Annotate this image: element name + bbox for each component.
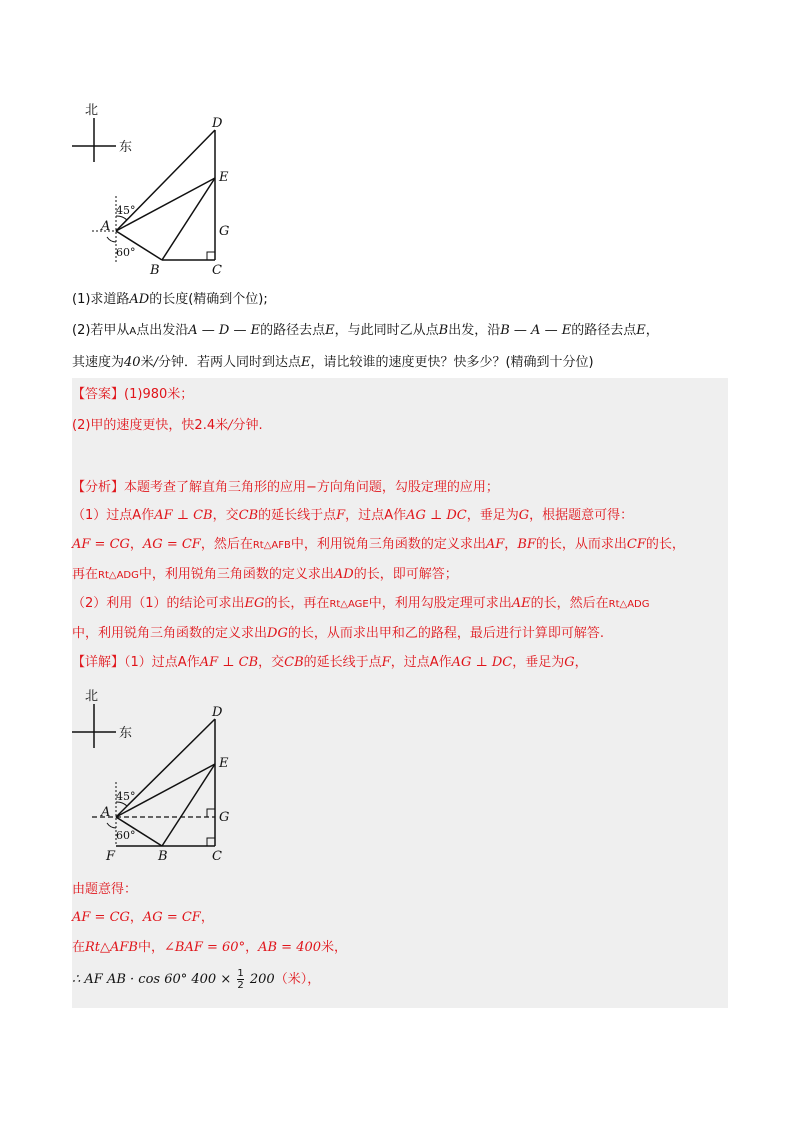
point-A-2: A	[101, 805, 111, 820]
angle-60-label: 60°	[116, 246, 136, 259]
point-D: D	[212, 116, 223, 131]
point-D-2: D	[212, 705, 223, 720]
solution-line-2: AF = CG，AG = CF，	[72, 910, 214, 925]
point-E: E	[219, 170, 229, 185]
analysis-line-3: AF = CG，AG = CF，然后在Rt△AFB中，利用锐角三角函数的定义求出AF，BF的长，从而求出CF的长，	[72, 537, 685, 552]
point-G: G	[219, 224, 230, 239]
north-label-2: 北	[85, 689, 99, 704]
detail-line-1: 【详解】（1）过点A作AF ⊥ CB，交CB的延长线于点F，过点A作AG ⊥ DC，垂足为G，	[72, 655, 588, 670]
angle-60-label-2: 60°	[116, 829, 136, 842]
point-A: A	[101, 219, 111, 234]
solution-line-1: 由题意得：	[72, 882, 138, 897]
answer-line-2: (2)甲的速度更快，快2.4米/分钟.	[72, 418, 263, 433]
analysis-line-4: 再在Rt△ADG中，利用锐角三角函数的定义求出AD的长，即可解答；	[72, 567, 458, 582]
east-label-2: 东	[119, 726, 133, 741]
question-2-line-2: 其速度为40米/分钟．若两人同时到达点E，请比较谁的速度更快？快多少？(精确到十分位)	[72, 355, 594, 370]
analysis-line-6: 中，利用锐角三角函数的定义求出DG的长，从而求出甲和乙的路程，最后进行计算即可解答.	[72, 626, 604, 641]
solution-line-3: 在Rt△AFB中，∠BAF = 60°，AB = 400米，	[72, 940, 348, 955]
point-G-2: G	[219, 810, 230, 825]
point-C: C	[212, 263, 222, 276]
point-B-2: B	[158, 849, 168, 864]
analysis-line-1: 【分析】本题考查了解直角三角形的应用−方向角问题，勾股定理的应用；	[72, 480, 499, 495]
point-B: B	[150, 263, 160, 276]
analysis-line-5: （2）利用（1）的结论可求出EG的长，再在Rt△AGE中，利用勾股定理可求出AE的长，然后在Rt△ADG	[72, 596, 650, 611]
solution-line-4: ∴ AF AB · cos 60° 400 × $\frac{1}{2}$ 200（米），	[72, 968, 321, 991]
angle-45-label: 45°	[116, 204, 136, 217]
answer-line-1: 【答案】(1)980米；	[72, 387, 194, 402]
angle-45-label-2: 45°	[116, 790, 136, 803]
figure-2	[66, 684, 256, 868]
point-C-2: C	[212, 849, 222, 864]
point-E-2: E	[219, 756, 229, 771]
question-2-line-1: (2)若甲从A点出发沿A — D — E的路径去点E，与此同时乙从点B出发，沿B — A — E的路径去点E，	[72, 323, 659, 338]
question-1: (1)求道路AD的长度(精确到个位);	[72, 292, 268, 307]
point-F-2: F	[106, 849, 116, 864]
analysis-line-2: （1）过点A作AF ⊥ CB，交CB的延长线于点F，过点A作AG ⊥ DC，垂足为G，根据题意可得：	[72, 508, 634, 523]
figure-1	[66, 96, 256, 276]
north-label: 北	[85, 103, 99, 118]
east-label: 东	[119, 140, 133, 155]
